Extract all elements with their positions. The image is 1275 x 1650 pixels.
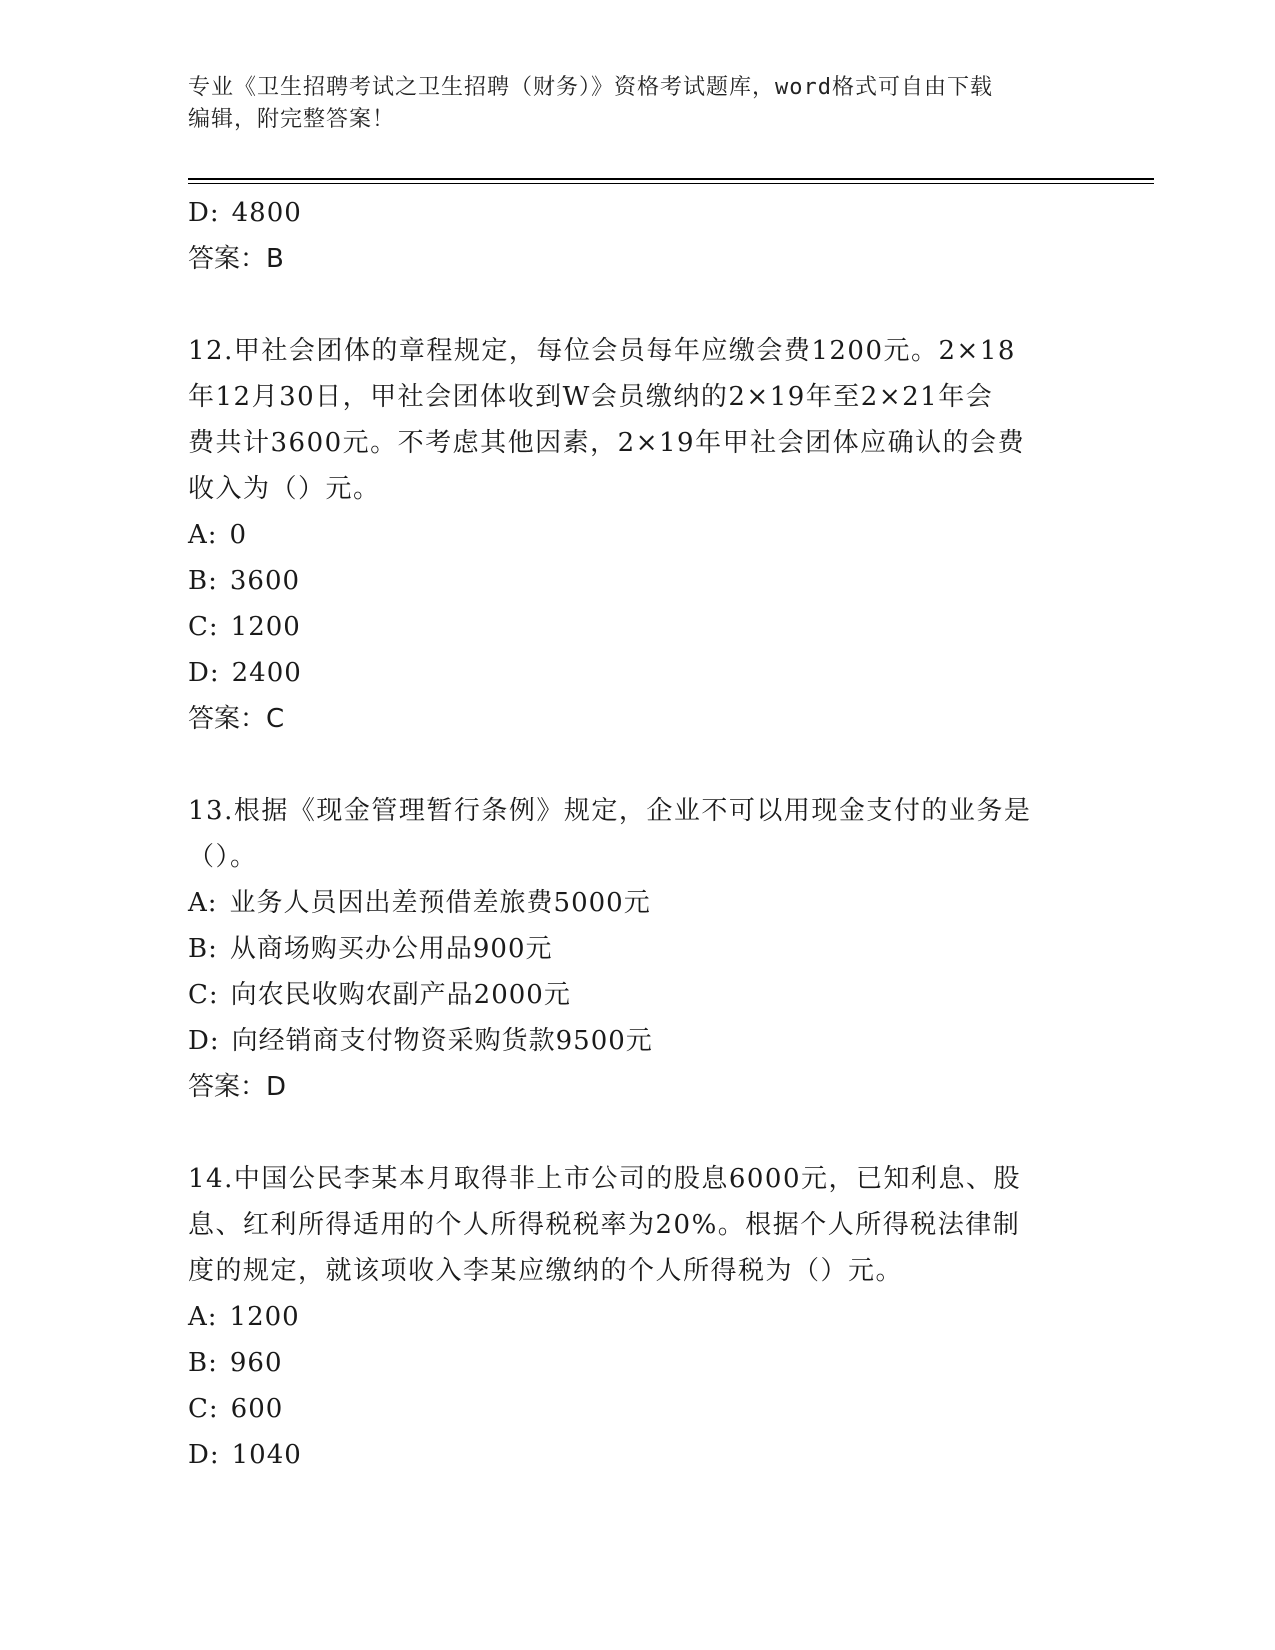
header-line-2: 编辑，附完整答案！	[188, 107, 396, 132]
option-label: A:	[188, 1302, 218, 1332]
option-label: A:	[188, 520, 218, 550]
question-line: 14.中国公民李某本月取得非上市公司的股息6000元，已知利息、股	[188, 1164, 1022, 1194]
option-value: 600	[230, 1394, 284, 1424]
option-a	[188, 512, 1088, 558]
question-line: 收入为（）元。	[188, 474, 381, 504]
answer-line: 答案：D	[188, 1072, 287, 1102]
header-line-1: 专业《卫生招聘考试之卫生招聘（财务）》资格考试题库，word格式可自由下载	[188, 75, 993, 100]
header-rule-thick	[188, 178, 1154, 180]
option-label: C:	[188, 612, 219, 642]
option-label: B:	[188, 566, 218, 596]
option-value: 0	[229, 520, 248, 550]
option-value: 960	[229, 1348, 283, 1378]
option-label: B:	[188, 934, 218, 964]
option-label: B:	[188, 1348, 218, 1378]
question-line: 年12月30日，甲社会团体收到W会员缴纳的2×19年至2×21年会	[188, 382, 994, 412]
option-d	[188, 190, 1088, 236]
question-text	[188, 328, 1088, 512]
option-label: C:	[188, 980, 219, 1010]
page-header	[188, 72, 1068, 136]
question-14	[188, 1156, 1088, 1478]
option-b	[188, 926, 1088, 972]
option-value: 向经销商支付物资采购货款9500元	[231, 1026, 653, 1056]
option-c	[188, 972, 1088, 1018]
option-a	[188, 1294, 1088, 1340]
option-label: D:	[188, 658, 220, 688]
option-value: 从商场购买办公用品900元	[229, 934, 553, 964]
question-line: （）。	[188, 842, 258, 872]
answer-line: 答案：C	[188, 704, 285, 734]
spacer	[188, 1110, 1088, 1156]
option-label: A:	[188, 888, 218, 918]
option-value: 3600	[229, 566, 301, 596]
question-line: 息、红利所得适用的个人所得税税率为20%。根据个人所得税法律制	[188, 1210, 1021, 1240]
question-text	[188, 788, 1088, 880]
option-c	[188, 604, 1088, 650]
option-label: D:	[188, 198, 220, 228]
option-value: 2400	[231, 658, 302, 688]
question-line: 度的规定，就该项收入李某应缴纳的个人所得税为（）元。	[188, 1256, 904, 1286]
option-label: D:	[188, 1440, 220, 1470]
option-value: 向农民收购农副产品2000元	[230, 980, 571, 1010]
option-label: D:	[188, 1026, 220, 1056]
option-value: 4800	[231, 198, 302, 228]
question-line: 12.甲社会团体的章程规定，每位会员每年应缴会费1200元。2×18	[188, 336, 1016, 366]
question-12	[188, 328, 1088, 742]
option-d	[188, 650, 1088, 696]
option-value: 1200	[229, 1302, 300, 1332]
option-a	[188, 880, 1088, 926]
answer-line: 答案：B	[188, 244, 284, 274]
option-c	[188, 1386, 1088, 1432]
question-line: 13.根据《现金管理暂行条例》规定，企业不可以用现金支付的业务是	[188, 796, 1032, 826]
option-value: 业务人员因出差预借差旅费5000元	[229, 888, 651, 918]
option-label: C:	[188, 1394, 219, 1424]
question-content	[188, 190, 1088, 1478]
spacer	[188, 742, 1088, 788]
question-line: 费共计3600元。不考虑其他因素，2×19年甲社会团体应确认的会费	[188, 428, 1026, 458]
header-rule-thin	[188, 183, 1154, 184]
option-b	[188, 558, 1088, 604]
question-text	[188, 1156, 1088, 1294]
option-d	[188, 1432, 1088, 1478]
option-value: 1040	[231, 1440, 302, 1470]
option-value: 1200	[230, 612, 301, 642]
spacer	[188, 282, 1088, 328]
option-d	[188, 1018, 1088, 1064]
question-13	[188, 788, 1088, 1110]
option-b	[188, 1340, 1088, 1386]
